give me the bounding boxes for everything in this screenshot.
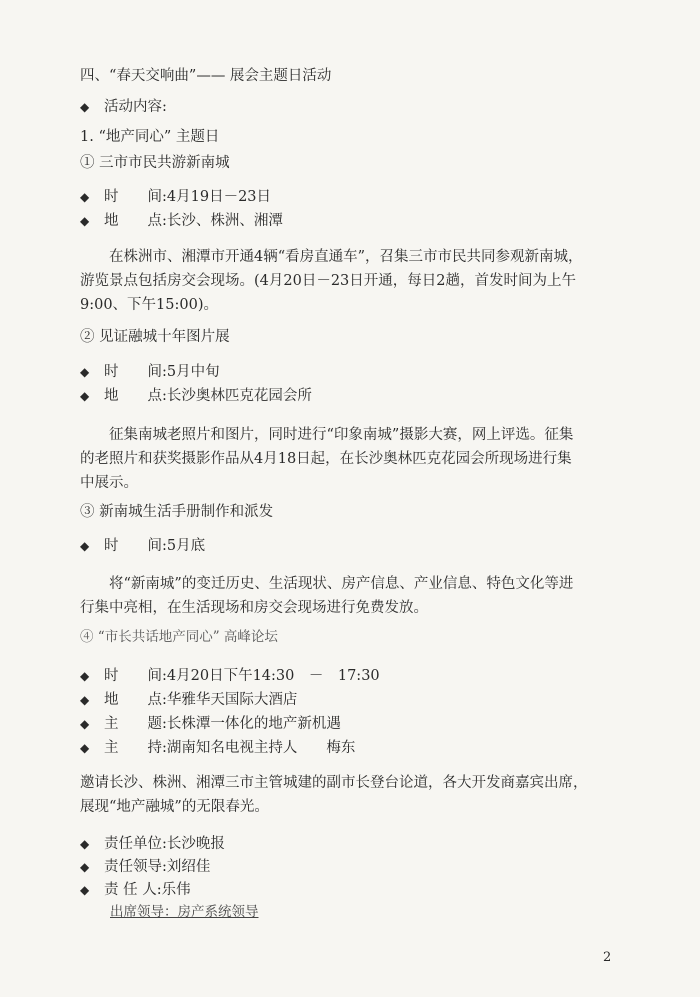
item2-title: ② 见证融城十年图片展 xyxy=(80,329,230,345)
responsibility-person xyxy=(80,880,191,900)
item1-paragraph xyxy=(80,245,620,317)
row-value: 5月中旬 xyxy=(166,364,220,380)
row-label: 时 间: xyxy=(104,538,167,554)
item4-row-time xyxy=(80,666,380,686)
diamond-bullet-icon: ◆ xyxy=(80,100,90,114)
diamond-bullet-icon: ◆ xyxy=(80,389,90,403)
diamond-bullet-icon: ◆ xyxy=(80,860,90,874)
page-number: 2 xyxy=(603,950,612,965)
row-label: 时 间: xyxy=(104,189,167,205)
paragraph-line: 的老照片和获奖摄影作品从4月18日起，在长沙奥林匹克花园会所现场进行集 xyxy=(80,451,572,467)
item2-row-time xyxy=(80,362,220,382)
row-label: 时 间: xyxy=(104,668,167,684)
item1-title: ① 三市市民共游新南城 xyxy=(80,155,230,171)
row-value: 4月19日－23日 xyxy=(166,189,272,205)
responsibility-unit xyxy=(80,834,225,854)
closing-paragraph xyxy=(80,771,640,819)
row-label: 地 点: xyxy=(104,213,167,229)
paragraph-line: 中展示。 xyxy=(80,475,138,491)
item4-row-place xyxy=(80,690,297,710)
row-label: 地 点: xyxy=(104,388,167,404)
row-label: 责任单位: xyxy=(104,836,167,852)
item4-title: ④ “市长共话地产同心” 高峰论坛 xyxy=(80,629,278,645)
paragraph-line: 将“新南城”的变迁历史、生活现状、房产信息、产业信息、特色文化等进 xyxy=(109,576,574,592)
attending-leaders-note: 出席领导：房产系统领导 xyxy=(110,904,259,920)
diamond-bullet-icon: ◆ xyxy=(80,539,90,553)
diamond-bullet-icon: ◆ xyxy=(80,214,90,228)
section-heading: 四、“春天交响曲”—— 展会主题日活动 xyxy=(80,68,332,84)
diamond-bullet-icon: ◆ xyxy=(80,741,90,755)
diamond-bullet-icon: ◆ xyxy=(80,883,90,897)
row-value: 4月20日下午14:30 － 17:30 xyxy=(166,668,380,684)
paragraph-line: 游览景点包括房交会现场。(4月20日－23日开通，每日2趟，首发时间为上午 xyxy=(80,273,577,289)
row-label: 主 持: xyxy=(104,740,167,756)
paragraph-line: 9:00、下午15:00)。 xyxy=(80,297,219,313)
row-label: 地 点: xyxy=(104,692,167,708)
paragraph-line: 邀请长沙、株洲、湘潭三市主管城建的副市长登台论道，各大开发商嘉宾出席， xyxy=(80,775,588,791)
diamond-bullet-icon: ◆ xyxy=(80,365,90,379)
diamond-bullet-icon: ◆ xyxy=(80,837,90,851)
row-value: 乐伟 xyxy=(161,882,191,898)
row-label: 时 间: xyxy=(104,364,167,380)
diamond-bullet-icon: ◆ xyxy=(80,190,90,204)
paragraph-line: 展现“地产融城”的无限春光。 xyxy=(80,799,269,815)
row-value: 5月底 xyxy=(166,538,206,554)
row-value: 长沙、株洲、湘潭 xyxy=(166,213,283,229)
activity-content-row xyxy=(80,97,167,117)
row-label: 责 任 人: xyxy=(104,882,162,898)
section1-title: 1. “地产同心” 主题日 xyxy=(80,129,220,145)
item2-row-place xyxy=(80,386,312,406)
row-value: 华雅华天国际大酒店 xyxy=(166,692,298,708)
diamond-bullet-icon: ◆ xyxy=(80,693,90,707)
paragraph-line: 行集中亮相，在生活现场和房交会现场进行免费发放。 xyxy=(80,600,428,616)
paragraph-line: 征集南城老照片和图片，同时进行“印象南城”摄影大赛，网上评选。征集 xyxy=(109,427,574,443)
item1-row-place xyxy=(80,211,283,231)
item4-row-host xyxy=(80,738,355,758)
diamond-bullet-icon: ◆ xyxy=(80,669,90,683)
activity-content-label: 活动内容: xyxy=(104,99,167,115)
diamond-bullet-icon: ◆ xyxy=(80,717,90,731)
paragraph-line: 在株洲市、湘潭市开通4辆“看房直通车”，召集三市市民共同参观新南城， xyxy=(109,249,583,265)
responsibility-leader xyxy=(80,857,210,877)
item3-title: ③ 新南城生活手册制作和派发 xyxy=(80,504,274,520)
row-value: 长沙奥林匹克花园会所 xyxy=(166,388,312,404)
item3-row-time xyxy=(80,536,205,556)
item3-paragraph xyxy=(80,572,620,620)
item4-row-theme xyxy=(80,714,341,734)
row-value: 刘绍佳 xyxy=(166,859,211,875)
row-value: 湖南知名电视主持人 梅东 xyxy=(166,740,356,756)
row-value: 长沙晚报 xyxy=(166,836,225,852)
row-label: 责任领导: xyxy=(104,859,167,875)
row-value: 长株潭一体化的地产新机遇 xyxy=(166,716,341,732)
row-label: 主 题: xyxy=(104,716,167,732)
item2-paragraph xyxy=(80,423,620,495)
item1-row-time xyxy=(80,187,271,207)
